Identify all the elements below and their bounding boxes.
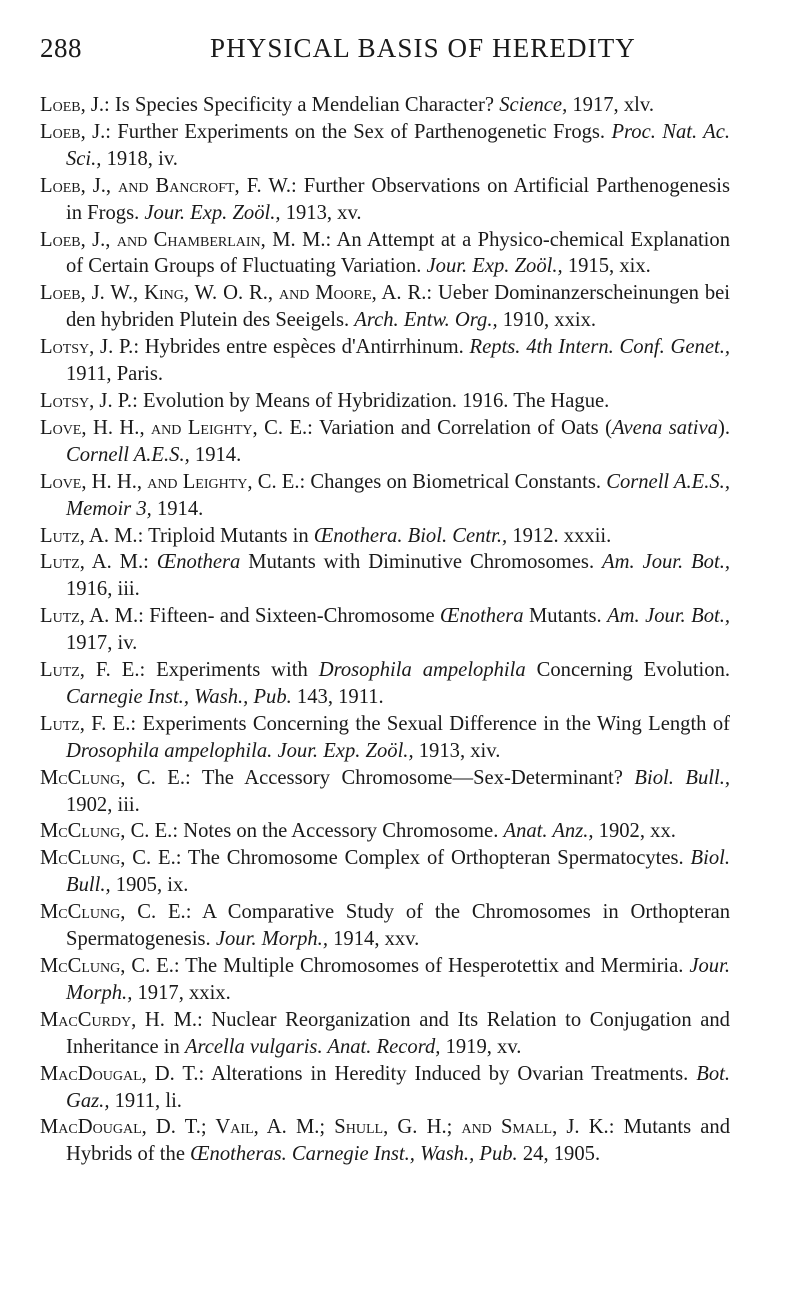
reference-entry: [40, 818, 730, 845]
reference-author: Lutz, A. M.: [40, 524, 138, 547]
reference-author: Lutz, F. E.: [40, 712, 131, 735]
reference-journal: Jour. Exp. Zoöl.,: [144, 201, 281, 224]
reference-details: 1905, ix.: [110, 874, 189, 897]
reference-author: Lotsy, J. P.: [40, 389, 133, 412]
reference-details-secondary: 1914.: [189, 443, 242, 466]
reference-details: 1918, iv.: [101, 147, 178, 170]
reference-title: : An Attempt at a Physico-chemical Explanation of Certain Groups of Fluctuating Variation.: [66, 228, 731, 278]
reference-journal: Jour. Morph.,: [66, 955, 730, 1004]
reference-details: 1910, xxix.: [497, 309, 597, 332]
reference-entry: [40, 657, 730, 711]
reference-journal: Drosophila ampelophila. Jour. Exp. Zoöl.,: [66, 739, 414, 762]
reference-title: : The Chromosome Complex of Orthopteran Spermatocytes.: [175, 847, 691, 870]
reference-title: : A Comparative Study of the Chromosomes in Orthopteran Spermatogenesis.: [66, 901, 731, 951]
reference-journal: Drosophila ampelophila: [318, 659, 526, 682]
reference-details-secondary: 1917, iv.: [66, 632, 138, 655]
reference-author: Loeb, J. W., King, W. O. R., and Moore, A. R.: [40, 282, 427, 305]
reference-author: MacDougal, D. T.: [40, 1062, 199, 1085]
reference-entry: [40, 388, 730, 415]
reference-author: Lutz, A. M.: [40, 551, 144, 574]
reference-entry: [40, 119, 730, 173]
reference-author: Lotsy, J. P.: [40, 336, 134, 359]
reference-title: : Evolution by Means of Hybridization. 1916. The Hague.: [132, 389, 610, 412]
reference-details: Concerning Evolution.: [525, 659, 731, 682]
reference-title: : Further Observations on Artificial Parthenogenesis in Frogs.: [66, 174, 730, 224]
reference-details: 1915, xix.: [562, 255, 651, 278]
reference-author: McClung, C. E.: [40, 847, 176, 870]
reference-journal: Jour. Exp. Zoöl.,: [426, 255, 563, 278]
reference-entry: [40, 549, 730, 603]
reference-entry: [40, 603, 730, 657]
reference-journal: Repts. 4th Intern. Conf. Genet.,: [469, 336, 730, 359]
reference-journal: Science,: [499, 94, 568, 116]
reference-author: Loeb, J.: [40, 94, 105, 116]
reference-author: MacCurdy, H. M.: [40, 1008, 198, 1031]
reference-title: : Changes on Biometrical Constants.: [299, 470, 607, 493]
reference-details: 1912. xxxii.: [507, 524, 612, 547]
reference-list: [40, 92, 730, 1168]
reference-title: : Experiments with: [139, 659, 319, 682]
reference-journal: Œnothera: [156, 551, 241, 574]
reference-title: : The Accessory Chromosome—Sex-Determinant?: [185, 766, 635, 789]
reference-journal: Arcella vulgaris. Anat. Record,: [184, 1035, 441, 1058]
reference-details: Mutants.: [523, 605, 608, 628]
reference-journal-secondary: Am. Jour. Bot.,: [602, 551, 730, 574]
reference-entry: [40, 280, 730, 334]
reference-title: : Variation and Correlation of Oats (: [307, 416, 612, 439]
page-header: [40, 33, 700, 69]
reference-journal: Œnothera. Biol. Centr.,: [313, 524, 508, 547]
reference-entry: [40, 173, 730, 227]
reference-details: 1914.: [151, 497, 204, 520]
reference-details: 1917, xxix.: [132, 981, 231, 1004]
reference-details: ).: [717, 416, 730, 439]
reference-journal: Biol. Bull.,: [634, 766, 731, 789]
reference-details: 1911, Paris.: [66, 363, 164, 386]
reference-title: : Further Experiments on the Sex of Parthenogenetic Frogs.: [105, 120, 612, 143]
reference-title: : Nuclear Reorganization and Its Relation to Conjugation and Inheritance in: [66, 1008, 730, 1058]
reference-title: :: [143, 551, 157, 574]
reference-author: McClung, C. E.: [40, 820, 173, 843]
reference-title: : Fifteen- and Sixteen-Chromosome: [138, 605, 441, 628]
reference-entry: [40, 765, 730, 819]
reference-details: 1917, xlv.: [567, 94, 654, 116]
reference-details: 1902, iii.: [66, 793, 140, 816]
reference-author: Love, H. H., and Leighty, C. E.: [40, 416, 308, 439]
reference-entry: [40, 953, 730, 1007]
reference-journal: Biol. Bull.,: [66, 847, 730, 897]
reference-title: : Alterations in Heredity Induced by Ovarian Treatments.: [198, 1062, 697, 1085]
reference-entry: [40, 1061, 730, 1115]
reference-author: Loeb, J., and Chamberlain, M. M.: [40, 228, 326, 251]
reference-journal: Arch. Entw. Org.,: [354, 309, 498, 332]
reference-author: Lutz, F. E.: [40, 659, 140, 682]
reference-details: 1914, xxv.: [327, 928, 420, 951]
reference-author: Loeb, J.: [40, 120, 106, 143]
reference-journal: Cornell A.E.S., Memoir 3,: [66, 470, 730, 520]
reference-author: McClung, C. E.: [40, 901, 186, 924]
reference-journal: Œnotheras. Carnegie Inst., Wash., Pub.: [190, 1143, 518, 1166]
reference-entry: [40, 845, 730, 899]
reference-journal: Jour. Morph.,: [215, 928, 328, 951]
reference-entry: [40, 711, 730, 765]
reference-author: Love, H. H., and Leighty, C. E.: [40, 470, 300, 493]
reference-journal: Œnothera: [440, 605, 524, 628]
running-title: PHYSICAL BASIS OF HEREDITY: [210, 33, 636, 63]
reference-details-secondary: 1916, iii.: [66, 578, 140, 601]
reference-author: MacDougal, D. T.; Vail, A. M.; Shull, G. H.; and Small, J. K.: [40, 1116, 609, 1139]
reference-entry: [40, 227, 730, 281]
reference-details-secondary: 143, 1911.: [291, 685, 384, 708]
reference-details: 1919, xv.: [440, 1035, 522, 1058]
reference-entry: [40, 1007, 730, 1061]
reference-journal: Anat. Anz.,: [503, 820, 594, 843]
reference-journal-secondary: Am. Jour. Bot.,: [607, 605, 731, 628]
reference-title: : Triploid Mutants in: [137, 524, 314, 547]
reference-author: McClung, C. E.: [40, 955, 174, 977]
reference-entry: [40, 1114, 730, 1168]
reference-entry: [40, 415, 730, 469]
reference-entry: [40, 469, 730, 523]
reference-title: : Is Species Specificity a Mendelian Character?: [104, 94, 500, 116]
reference-author: McClung, C. E.: [40, 766, 186, 789]
reference-title: : Mutants and Hybrids of the: [66, 1116, 730, 1166]
reference-journal-secondary: Carnegie Inst., Wash., Pub.: [66, 685, 292, 708]
reference-entry: [40, 334, 730, 388]
reference-details: 1911, li.: [109, 1089, 182, 1112]
reference-author: Lutz, A. M.: [40, 605, 139, 628]
reference-details: 24, 1905.: [517, 1143, 601, 1166]
reference-title: : Ueber Dominanzerscheinungen bei den hybriden Plutein des Seeigels.: [66, 282, 731, 332]
reference-entry: [40, 92, 730, 119]
reference-entry: [40, 899, 730, 953]
reference-details: Mutants with Diminutive Chromosomes.: [240, 551, 603, 574]
reference-title: : Experiments Concerning the Sexual Difference in the Wing Length of: [130, 712, 730, 735]
reference-title: : The Multiple Chromosomes of Hesperotettix and Mermiria.: [173, 955, 690, 977]
reference-journal: Avena sativa: [612, 416, 718, 439]
page-number: 288: [40, 33, 82, 63]
reference-journal-secondary: Cornell A.E.S.,: [66, 443, 190, 466]
reference-journal: Proc. Nat. Ac. Sci.,: [66, 120, 730, 170]
reference-entry: [40, 523, 730, 550]
reference-details: 1913, xv.: [280, 201, 362, 224]
reference-journal: Bot. Gaz.,: [66, 1062, 730, 1112]
reference-details: 1913, xiv.: [413, 739, 501, 762]
reference-details: 1902, xx.: [593, 820, 676, 843]
reference-author: Loeb, J., and Bancroft, F. W.: [40, 174, 292, 197]
reference-title: : Hybrides entre espèces d'Antirrhinum.: [133, 336, 470, 359]
reference-title: : Notes on the Accessory Chromosome.: [172, 820, 504, 843]
